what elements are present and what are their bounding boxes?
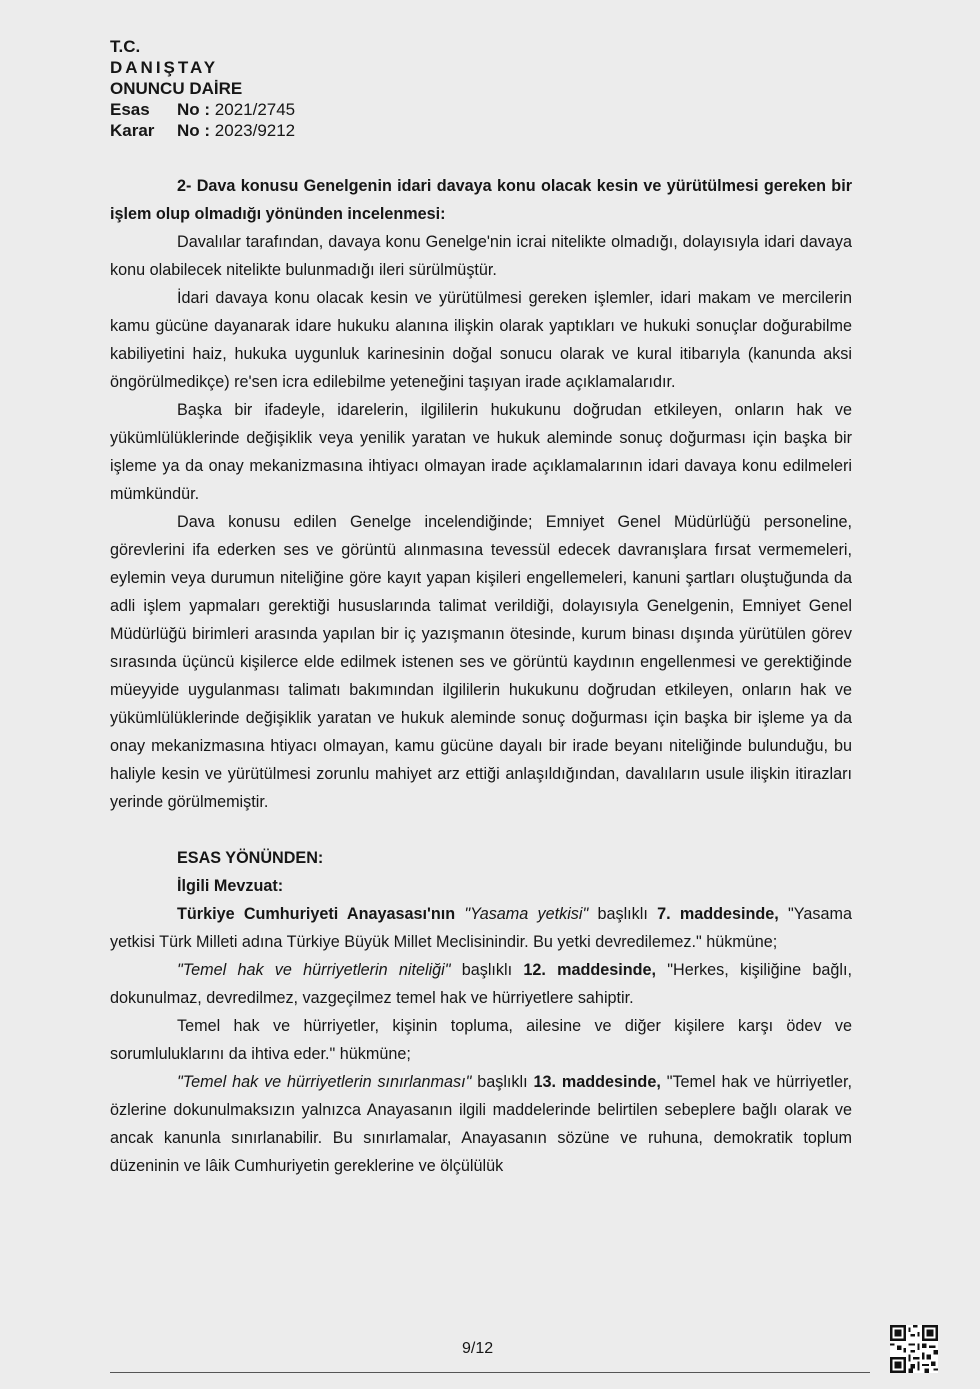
footer-divider — [110, 1372, 870, 1373]
qr-code-icon — [890, 1325, 938, 1373]
article-13-ref: 13. maddesinde, — [533, 1073, 661, 1091]
article-13-title: "Temel hak ve hürriyetlerin sınırlanması" — [177, 1073, 472, 1091]
paragraph: Dava konusu edilen Genelge incelendiğinde; Emniyet Genel Müdürlüğü personeline, görevlerini ifa ederken ses ve görüntü alınmasına tevessül edecek davranışlara fırsat vermemeleri, eylemin veya durumun niteliğine göre kayıt yapan kişileri engellemeleri, kanuni şartları oluştuğunda da adli işlem yapmaları gerektiği hususlarında talimat verildiği, dolayısıyla Genelgenin, Emniyet Genel Müdürlüğü birimleri arasında yapılan bir iç yazışmanın ötesinde, kurum binası dışında yürütülen görev sırasında üçüncü kişilerce elde edilmek istenen ses ve görüntü kaydının engellenmesi ve gerektiğinde müeyyide uygulanması talimatı bakımından ilgililerin hukukunu doğrudan etkileyen, onların hak ve yükümlülüklerinde değişiklik yaratan ve hukuk aleminde sonuç doğurması için başka bir işleme ya da onay mekanizmasına htiyacı olmayan, kamu gücüne dayalı bir irade beyanı niteliğinde bulunduğu, bu haliyle kesin ve yürütülmesi zorunlu mahiyet arz ettiği anlaşıldığından, davalıların usule ilişkin itirazları yerinde görülmemiştir. — [110, 513, 852, 811]
article-13-paragraph — [110, 1068, 852, 1180]
article-12-text: "Herkes, kişiliğine bağlı, dokunulmaz, devredilmez, vazgeçilmez temel hak ve hürriyetlere sahiptir. — [110, 961, 852, 1007]
esas-line — [110, 99, 295, 120]
document-body — [110, 172, 852, 1180]
article-7-ref: 7. maddesinde, — [657, 905, 779, 923]
connector-text: başlıklı — [588, 905, 658, 923]
esas-label: Esas — [110, 100, 150, 119]
spacer — [110, 816, 852, 844]
article-13-text: "Temel hak ve hürriyetler, özlerine dokunulmaksızın yalnızca Anayasanın ilgili maddelerinde belirtilen sebeplere bağlı olarak ve ancak kanunla sınırlanabilir. Bu sınırlamalar, Anayasanın sözüne ve ruhuna, demokratik toplum düzeninin ve lâik Cumhuriyetin gereklerine ve ölçülülük — [110, 1073, 852, 1175]
court-name: DANIŞTAY — [110, 58, 219, 77]
esas-no-label: No : — [177, 100, 211, 119]
article-7-title: "Yasama yetkisi" — [464, 905, 589, 923]
karar-line — [110, 120, 295, 141]
paragraph: Davalılar tarafından, davaya konu Genelge'nin icrai nitelikte olmadığı, dolayısıyla idari davaya konu olabilecek nitelikte bulunmadığı ileri sürülmüştür. — [110, 233, 852, 279]
article-12-title: "Temel hak ve hürriyetlerin niteliği" — [177, 961, 451, 979]
esas-number: 2021/2745 — [214, 100, 296, 119]
article-7-text: "Yasama yetkisi Türk Milleti adına Türkiye Büyük Millet Meclisinindir. Bu yetki devredilemez." hükmüne; — [110, 905, 852, 951]
article-12-ref: 12. maddesinde, — [523, 961, 657, 979]
constitution-lead: Türkiye Cumhuriyeti Anayasası'nın — [177, 905, 456, 923]
karar-number: 2023/9212 — [214, 121, 296, 140]
esas-heading: ESAS YÖNÜNDEN: — [177, 849, 324, 867]
article-12-paragraph — [110, 956, 852, 1012]
paragraph: Başka bir ifadeyle, idarelerin, ilgililerin hukukunu doğrudan etkileyen, onların hak ve yükümlülüklerinde değişiklik veya yenilik yaratan ve hukuk aleminde sonuç doğurması için başka bir işleme ya da onay mekanizmasına ihtiyacı olmayan irade açıklamalarının idari davaya konu edilmeleri mümkündür. — [110, 401, 852, 503]
paragraph: Temel hak ve hürriyetler, kişinin topluma, ailesine ve diğer kişilere karşı ödev ve sorumluluklarını da ihtiva eder." hükmüne; — [110, 1017, 852, 1063]
paragraph: İdari davaya konu olacak kesin ve yürütülmesi gereken işlemler, idari makam ve mercilerin kamu gücüne dayanarak idare hukuku alanına ilişkin olarak yaptıkları ve hukuki sonuçlar doğurabilme kabiliyetini haiz, hukuka uygunluk karinesinin doğal sonucu olarak ve kural itibarıyla (kanunda aksi öngörülmedikçe) re'sen icra edilebilme yeteneğini taşıyan irade açıklamalarıdır. — [110, 289, 852, 391]
page-number: 9/12 — [462, 1340, 494, 1357]
chamber-name: ONUNCU DAİRE — [110, 79, 243, 98]
related-legislation-heading: İlgili Mevzuat: — [177, 877, 284, 895]
karar-no-label: No : — [177, 121, 211, 140]
article-7-paragraph — [110, 900, 852, 956]
tc-label: T.C. — [110, 37, 141, 56]
connector-text: başlıklı — [450, 961, 524, 979]
document-header — [110, 36, 295, 141]
karar-label: Karar — [110, 121, 155, 140]
section-2-heading: 2- Dava konusu Genelgenin idari davaya konu olacak kesin ve yürütülmesi gereken bir işlem olup olmadığı yönünden incelenmesi: — [110, 177, 852, 223]
connector-text: başlıklı — [471, 1073, 534, 1091]
